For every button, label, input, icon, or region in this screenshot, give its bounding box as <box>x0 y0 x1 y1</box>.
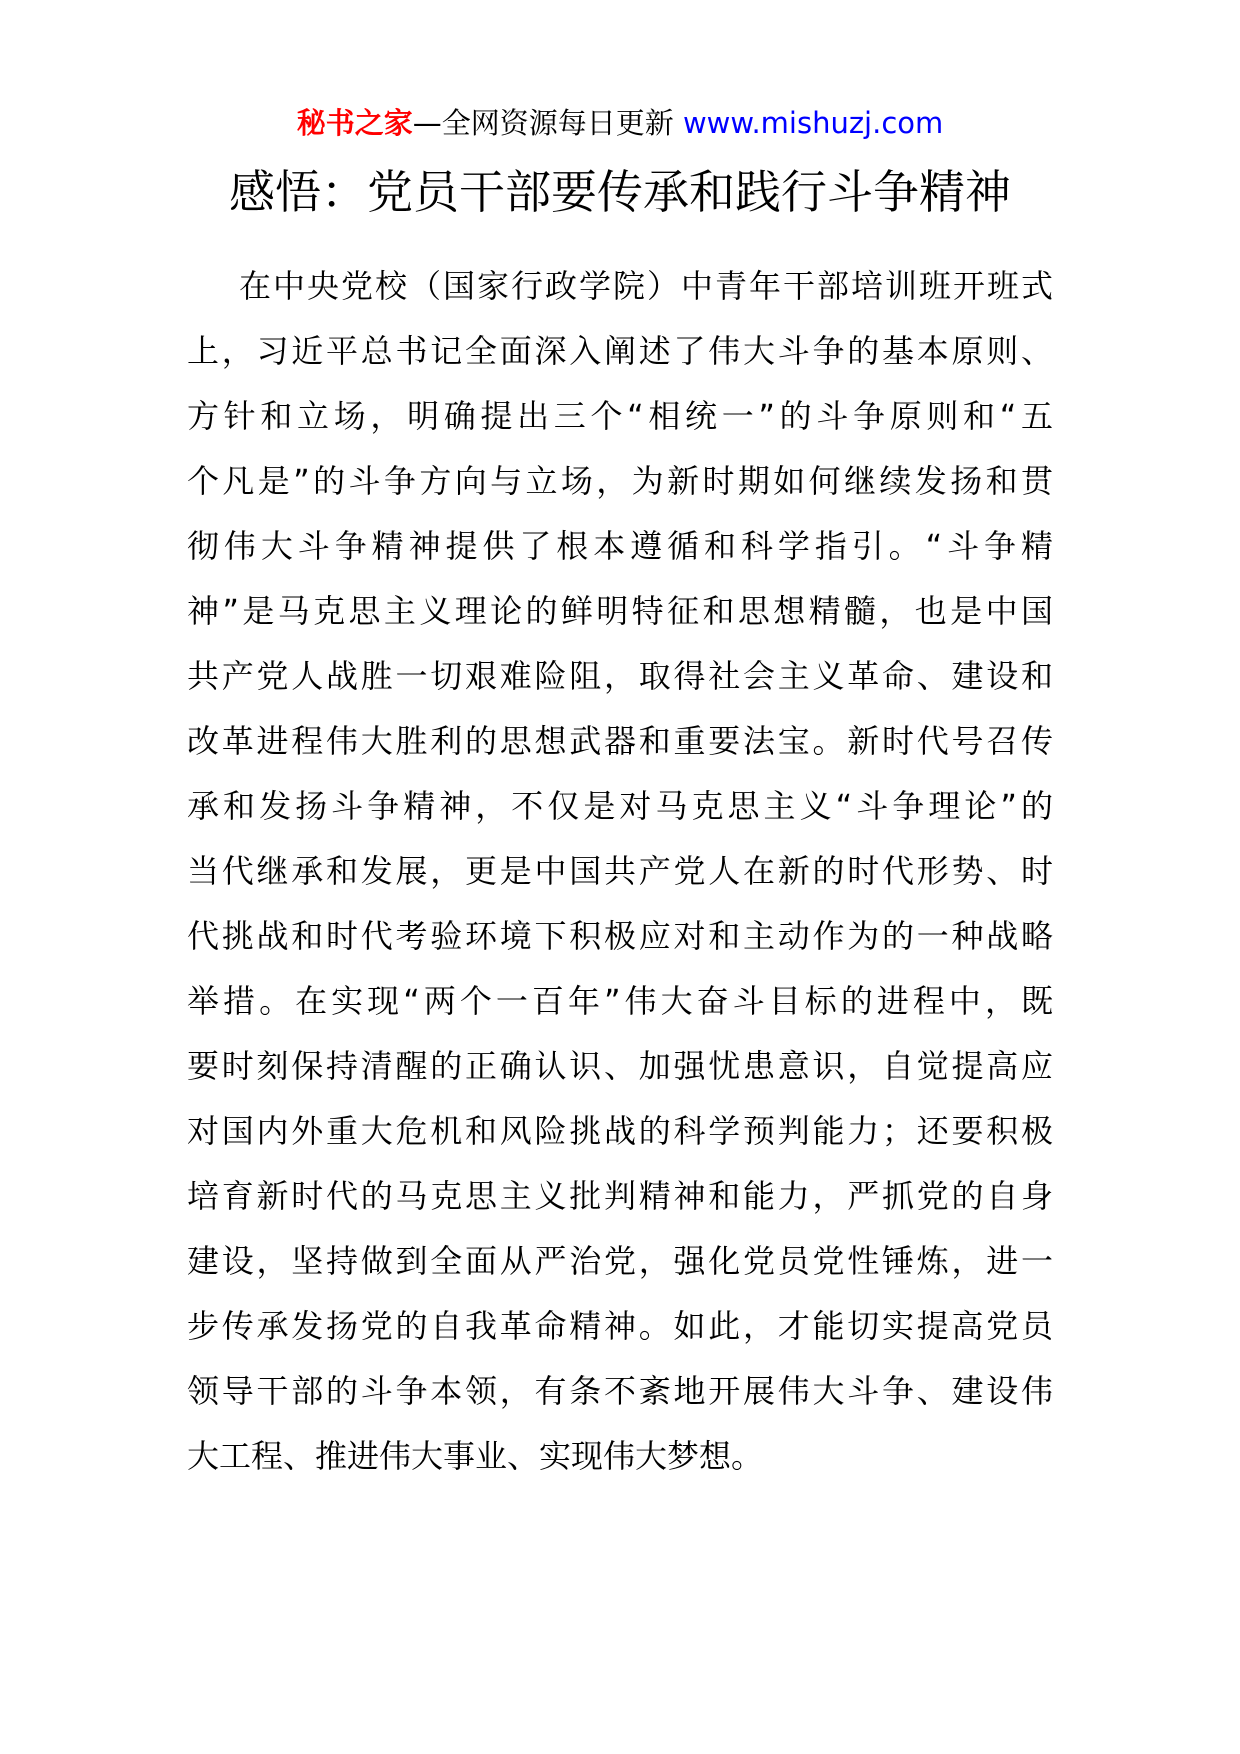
body-line: 上，习近平总书记全面深入阐述了伟大斗争的基本原则、 <box>187 332 1053 370</box>
body-line: 对国内外重大危机和风险挑战的科学预判能力；还要积极 <box>187 1112 1053 1150</box>
site-header <box>0 103 1240 143</box>
header-tagline: —全网资源每日更新 <box>412 106 683 140</box>
body-line: 建设，坚持做到全面从严治党，强化党员党性锤炼，进一 <box>187 1242 1053 1280</box>
body-line: 步传承发扬党的自我革命精神。如此，才能切实提高党员 <box>187 1307 1053 1345</box>
body-line: 改革进程伟大胜利的思想武器和重要法宝。新时代号召传 <box>187 722 1053 760</box>
body-line: 要时刻保持清醒的正确认识、加强忧患意识，自觉提高应 <box>187 1047 1053 1085</box>
body-line: 举措。在实现“两个一百年”伟大奋斗目标的进程中，既 <box>187 982 1053 1020</box>
body-line: 承和发扬斗争精神，不仅是对马克思主义“斗争理论”的 <box>187 787 1053 825</box>
body-line: 方针和立场，明确提出三个“相统一”的斗争原则和“五 <box>187 397 1053 435</box>
body-line: 彻伟大斗争精神提供了根本遵循和科学指引。“斗争精 <box>187 527 1053 565</box>
body-line: 神”是马克思主义理论的鲜明特征和思想精髓，也是中国 <box>187 592 1053 630</box>
body-line: 培育新时代的马克思主义批判精神和能力，严抓党的自身 <box>187 1177 1053 1215</box>
body-line: 大工程、推进伟大事业、实现伟大梦想。 <box>187 1437 764 1475</box>
body-line: 领导干部的斗争本领，有条不紊地开展伟大斗争、建设伟 <box>187 1372 1053 1410</box>
site-url-link[interactable]: www.mishuzj.com <box>682 106 944 140</box>
body-line: 在中央党校（国家行政学院）中青年干部培训班开班式 <box>239 267 1053 305</box>
brand-name: 秘书之家 <box>296 106 413 140</box>
article-title: 感悟：党员干部要传承和践行斗争精神 <box>229 165 1011 219</box>
article-body <box>187 254 1053 1489</box>
body-line: 共产党人战胜一切艰难险阻，取得社会主义革命、建设和 <box>187 657 1053 695</box>
body-line: 当代继承和发展，更是中国共产党人在新的时代形势、时 <box>187 852 1053 890</box>
body-line: 个凡是”的斗争方向与立场，为新时期如何继续发扬和贯 <box>187 462 1053 500</box>
body-line: 代挑战和时代考验环境下积极应对和主动作为的一种战略 <box>187 917 1053 955</box>
